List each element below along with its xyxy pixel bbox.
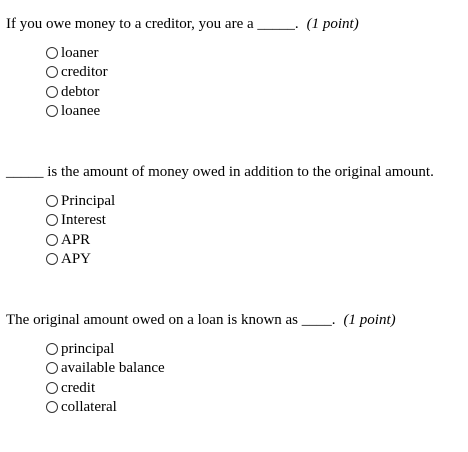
option-creditor[interactable] (46, 63, 108, 83)
question-1-points: (1 point) (306, 16, 359, 32)
question-3-text: The original amount owed on a loan is known as ____. (6, 312, 336, 328)
question-2-options (46, 191, 115, 269)
radio-button[interactable] (46, 401, 58, 413)
radio-button[interactable] (46, 195, 58, 207)
option-principal[interactable] (46, 339, 165, 359)
question-2-prompt (6, 163, 434, 181)
option-apy[interactable] (46, 250, 115, 270)
option-apr[interactable] (46, 230, 115, 250)
option-loanee[interactable] (46, 102, 108, 122)
option-label: Principal (61, 192, 116, 209)
option-label: debtor (61, 83, 100, 100)
radio-button[interactable] (46, 86, 58, 98)
option-label: available balance (61, 360, 165, 377)
option-available-balance[interactable] (46, 359, 165, 379)
option-label: credit (61, 379, 96, 396)
radio-button[interactable] (46, 343, 58, 355)
question-1-prompt (6, 15, 359, 33)
option-label: creditor (61, 64, 108, 81)
question-1-options (46, 43, 108, 121)
option-label: collateral (61, 399, 117, 416)
option-collateral[interactable] (46, 398, 165, 418)
question-3-points: (1 point) (343, 312, 396, 328)
question-3-prompt (6, 311, 396, 329)
option-label: APR (61, 231, 91, 248)
radio-button[interactable] (46, 47, 58, 59)
option-label: loanee (61, 103, 101, 120)
option-label: principal (61, 340, 115, 357)
option-interest[interactable] (46, 211, 115, 231)
question-2-text: _____ is the amount of money owed in addition to the original amount. (6, 164, 434, 180)
option-loaner[interactable] (46, 43, 108, 63)
option-debtor[interactable] (46, 82, 108, 102)
radio-button[interactable] (46, 234, 58, 246)
radio-button[interactable] (46, 214, 58, 226)
radio-button[interactable] (46, 105, 58, 117)
option-label: APY (61, 251, 92, 268)
option-label: Interest (61, 212, 106, 229)
radio-button[interactable] (46, 382, 58, 394)
radio-button[interactable] (46, 66, 58, 78)
option-credit[interactable] (46, 378, 165, 398)
option-label: loaner (61, 44, 99, 61)
radio-button[interactable] (46, 362, 58, 374)
question-1-text: If you owe money to a creditor, you are a _____. (6, 16, 299, 32)
question-3-options (46, 339, 165, 417)
option-principal[interactable] (46, 191, 115, 211)
radio-button[interactable] (46, 253, 58, 265)
